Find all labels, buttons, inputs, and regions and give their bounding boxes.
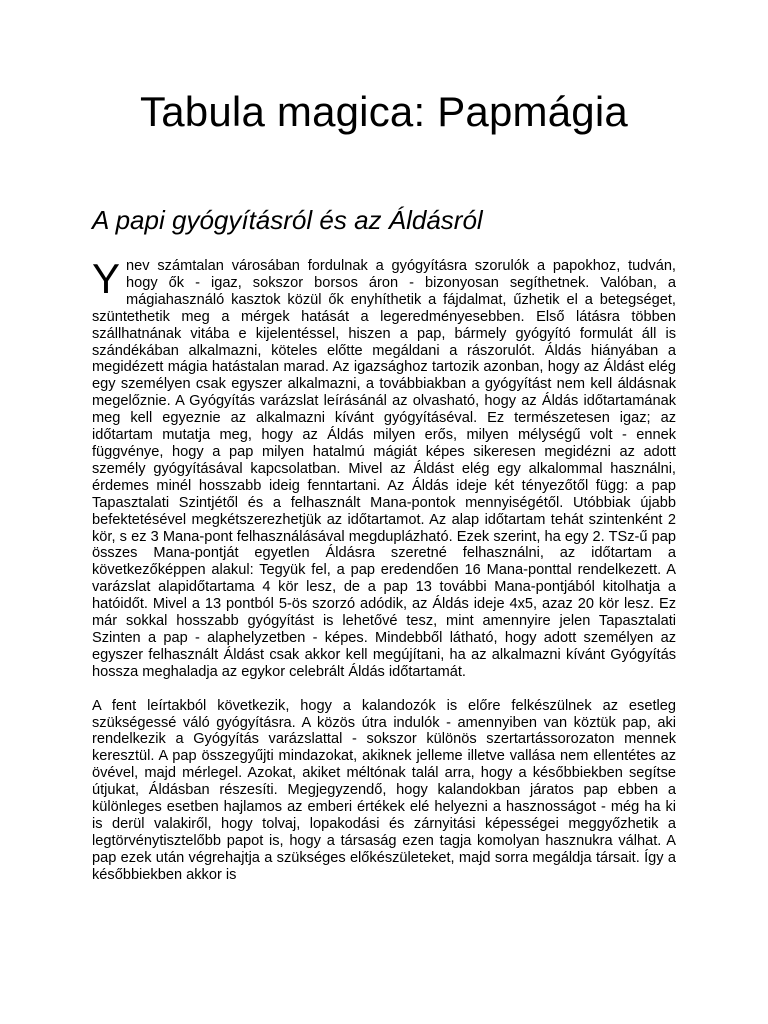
body-paragraph-1 xyxy=(92,255,676,681)
body-paragraph-2 xyxy=(92,698,676,884)
drop-cap: Y xyxy=(92,255,121,302)
section-heading: A papi gyógyításról és az Áldásról xyxy=(92,205,483,235)
document-body xyxy=(92,255,676,884)
paragraph-2-text: A fent leírtakból következik, hogy a kalandozók is előre felkészülnek az esetleg szükségessé váló gyógyításra. A közös útra indulók - amennyiben van köztük pap, aki rendelkezik a Gyógyítás varázslattal - sokszor különös szertartássorozaton mennek keresztül. A pap összegyűjti mindazokat, akiknek jelleme illetve vallása nem ellentétes az övével, majd mérlegel. Azokat, akiket méltónak talál arra, hogy a későbbiekben segítse útjukat, Áldásban részesíti. Megjegyzendő, hogy kalandokban járatos pap ebben a különleges esetben hajlamos az emberi értékek elé helyezni a hasznosságot - még ha ki is derül valakiről, hogy tolvaj, lopakodási és zárnyitási képességei meggyőzhetik a legtörvénytisztelőbb papot is, hogy a társaság ezen tagja komolyan hasznukra válhat. A pap ezek után végrehajtja a szükséges előkészületeket, majd sorra megáldja társait. Így a későbbiekben akkor is xyxy=(92,697,676,883)
page-title: Tabula magica: Papmágia xyxy=(140,88,628,135)
paragraph-1-text: nev számtalan városában fordulnak a gyógyításra szorulók a papokhoz, tudván, hogy ők - igaz, sokszor borsos áron - bizonyosan segíthetnek. Valóban, a mágiahasználó kasztok közül ők enyhíthetik a fájdalmat, űzhetik el a betegséget, szüntethetik meg a mérgek hatását a legeredményesebben. Első látásra többen szállhatnának vitába e kijelentéssel, hiszen a pap, bármely gyógyító formulát áll is szándékában alkalmazni, köteles előtte megáldani a rászorulót. Áldás hiányában a megidézett mágia hatástalan marad. Az igazsághoz tartozik azonban, hogy az Áldást elég egy személyen csak egyszer alkalmazni, a továbbiakban a gyógyítást nem kell áldásnak megelőznie. A Gyógyítás varázslat leírásánál az olvasható, hogy az Áldás időtartamának meg kell egyeznie az alkalmazni kívánt gyógyításéval. Ez természetesen igaz; az időtartam mutatja meg, hogy az Áldás milyen erős, milyen mélységű volt - ennek függvénye, hogy a pap milyen hatalmú mágiát képes sikeresen megidézni az adott személy gyógyításával kapcsolatban. Mivel az Áldást elég egy alkalommal használni, érdemes minél hosszabb ideig fenntartani. Az Áldás ideje két tényezőtől függ: a pap Tapasztalati Szintjétől és a felhasznált Mana-pontok mennyiségétől. Utóbbiak újabb befektetésével megkétszerezhetjük az időtartamot. Az alap időtartam tehát szintenként 2 kör, s ez 3 Mana-pont felhasználásával megduplázható. Ezek szerint, ha egy 2. TSz-ű pap összes Mana-pontját egyetlen Áldásra szeretné felhasználni, az időtartam a következőképpen alakul: Tegyük fel, a pap eredendően 16 Mana-ponttal rendelkezett. A varázslat alapidőtartama 4 kör lesz, de a pap 13 további Mana-pontjából kitolhatja a hatóidőt. Mivel a 13 pontból 5-ös szorzó adódik, az Áldás ideje 4x5, azaz 20 kör lesz. Ez már sokkal hosszabb gyógyítást is lehetővé tesz, mint amennyire jelen Tapasztalati Szinten a pap - alaphelyzetben - képes. Mindebből látható, hogy adott személyen az egyszer felhasznált Áldást csak akkor kell megújítani, ha az alkalmazni kívánt Gyógyítás hossza meghaladja az egykor celebrált Áldás időtartamát. xyxy=(92,258,676,680)
